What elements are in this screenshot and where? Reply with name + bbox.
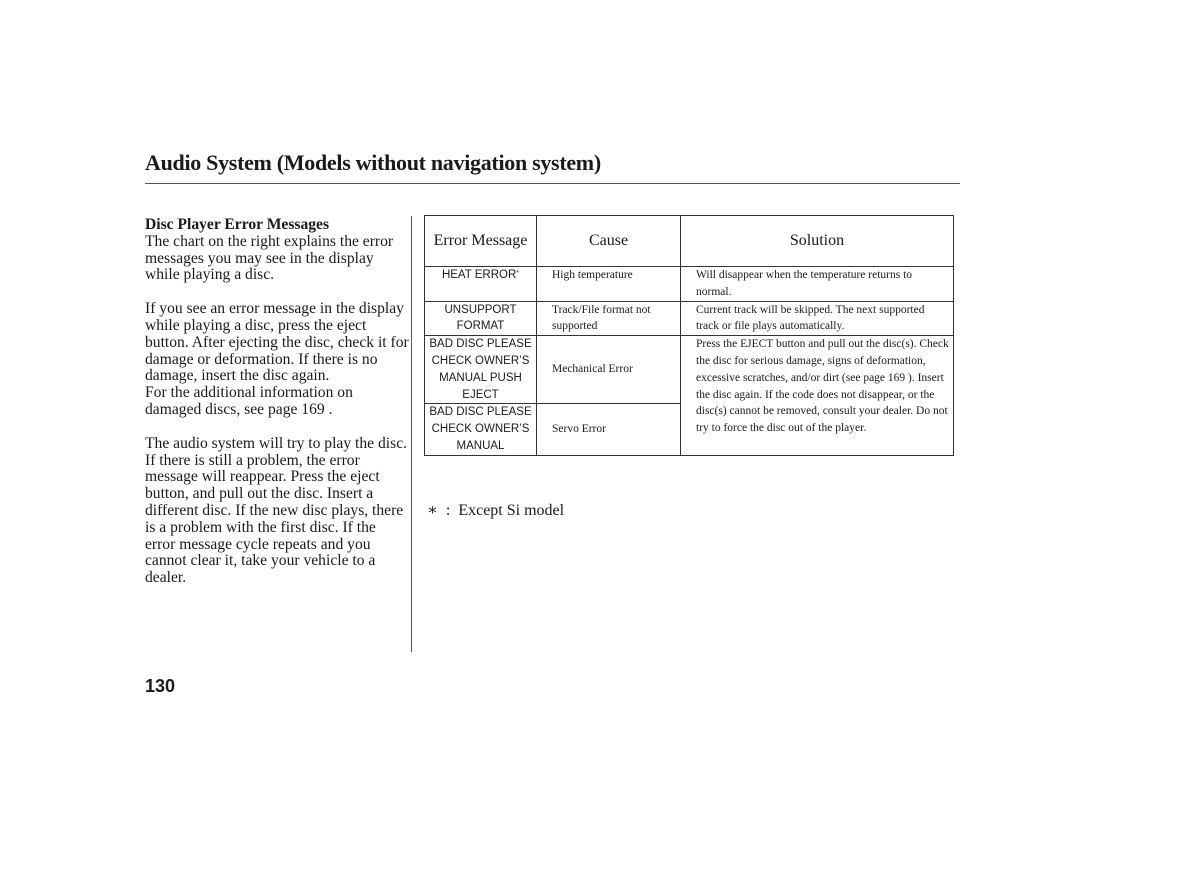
error-message-cell: BAD DISC PLEASE CHECK OWNER’S MANUAL PUSH EJECT — [425, 336, 537, 404]
header-error-message: Error Message — [425, 216, 537, 267]
error-message-table — [424, 215, 954, 456]
solution-cell: Press the EJECT button and pull out the disc(s). Check the disc for serious damage, signs of deformation, excessive scratches, and/or dirt (see page 169 ). Insert the disc again. If the code does not disappear, or the disc(s) cannot be removed, consult your dealer. Do not try to force the disc out of the player. — [681, 336, 954, 456]
intro-paragraph: The chart on the right explains the error messages you may see in the display while playing a disc. — [145, 232, 394, 284]
table-header-row — [425, 216, 954, 267]
error-message-cell: HEAT ERROR* — [425, 267, 537, 302]
footnote — [427, 500, 564, 520]
error-message-cell: BAD DISC PLEASE CHECK OWNER’S MANUAL — [425, 404, 537, 455]
solution-cell: Current track will be skipped. The next supported track or file plays automatically. — [681, 301, 954, 336]
cause-cell: Track/File format not supported — [537, 301, 681, 336]
eject-paragraph: If you see an error message in the display while playing a disc, press the eject button. After ejecting the disc, check it for damage or deformation. If there is no damage, insert the disc again. — [145, 300, 409, 385]
spacer — [145, 284, 410, 301]
reference-paragraph: For the additional information on damaged discs, see page 169 . — [145, 384, 353, 418]
retry-paragraph: The audio system will try to play the disc. If there is still a problem, the error message will reappear. Press the eject button, and pull out the disc. Insert a different disc. If the new disc plays, there is a problem with the first disc. If the error message cycle repeats and you cannot clear it, take your vehicle to a dealer. — [145, 434, 408, 587]
page-number: 130 — [145, 676, 176, 696]
footnote-mark: * — [516, 270, 520, 277]
cause-cell: High temperature — [537, 267, 681, 302]
spacer — [145, 419, 410, 436]
left-column — [145, 217, 410, 587]
cause-cell: Servo Error — [537, 404, 681, 455]
solution-cell: Will disappear when the temperature returns to normal. — [681, 267, 954, 302]
section-heading: Disc Player Error Messages — [145, 216, 330, 233]
table-row — [425, 267, 954, 302]
footnote-separator: : — [445, 502, 451, 519]
page-title: Audio System (Models without navigation system) — [145, 150, 601, 175]
table-row — [425, 301, 954, 336]
header-cause: Cause — [537, 216, 681, 267]
title-rule — [145, 183, 960, 184]
footnote-mark: ∗ — [427, 502, 438, 519]
header-solution: Solution — [681, 216, 954, 267]
table-row — [425, 336, 954, 404]
error-message-cell: UNSUPPORT FORMAT — [425, 301, 537, 336]
cause-cell: Mechanical Error — [537, 336, 681, 404]
footnote-text: Except Si model — [458, 502, 565, 519]
column-divider — [411, 216, 412, 652]
